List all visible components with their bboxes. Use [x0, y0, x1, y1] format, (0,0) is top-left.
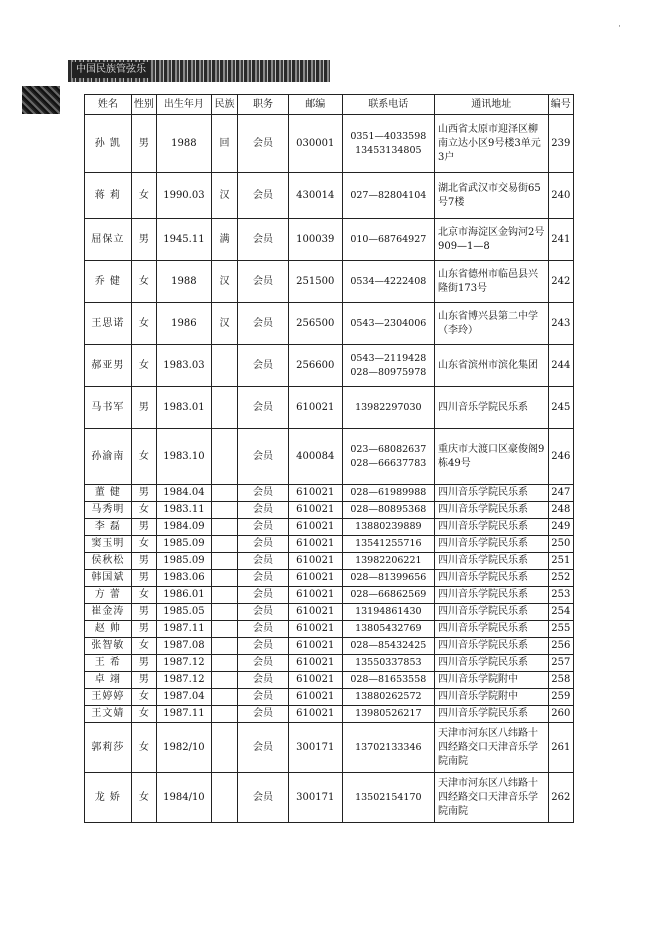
cell-name: 乔 健: [85, 261, 132, 303]
cell-title: 会员: [238, 689, 289, 706]
cell-postcode: 430014: [288, 173, 342, 219]
cell-phone: 028—66862569: [342, 587, 434, 604]
cell-title: 会员: [238, 773, 289, 823]
cell-postcode: 610021: [288, 621, 342, 638]
table-row: [85, 773, 574, 823]
cell-ethnicity: [211, 638, 237, 655]
cell-name: 王婷婷: [85, 689, 132, 706]
cell-title: 会员: [238, 706, 289, 723]
header-number: 编号: [548, 95, 573, 115]
table-row: [85, 587, 574, 604]
cell-birth: 1988: [157, 261, 212, 303]
cell-ethnicity: [211, 553, 237, 570]
cell-postcode: 610021: [288, 638, 342, 655]
cell-address: 四川音乐学院民乐系: [434, 655, 548, 672]
cell-gender: 男: [131, 655, 156, 672]
table-row: [85, 429, 574, 485]
member-directory-table: [84, 94, 574, 823]
cell-phone: 13880239889: [342, 519, 434, 536]
cell-number: 244: [548, 345, 573, 387]
cell-name: 龙 娇: [85, 773, 132, 823]
cell-phone: 13982206221: [342, 553, 434, 570]
cell-gender: 女: [131, 429, 156, 485]
cell-number: 245: [548, 387, 573, 429]
cell-name: 马书军: [85, 387, 132, 429]
cell-number: 252: [548, 570, 573, 587]
cell-name: 赵 帅: [85, 621, 132, 638]
cell-phone: 13541255716: [342, 536, 434, 553]
cell-ethnicity: 汉: [211, 303, 237, 345]
cell-number: 247: [548, 485, 573, 502]
table-row: [85, 519, 574, 536]
cell-birth: 1987.12: [157, 655, 212, 672]
cell-ethnicity: [211, 519, 237, 536]
cell-ethnicity: [211, 655, 237, 672]
cell-postcode: 610021: [288, 570, 342, 587]
cell-birth: 1986: [157, 303, 212, 345]
cell-birth: 1985.09: [157, 536, 212, 553]
cell-postcode: 610021: [288, 604, 342, 621]
cell-title: 会员: [238, 485, 289, 502]
cell-postcode: 610021: [288, 485, 342, 502]
running-header-title: 中国民族管弦乐: [72, 62, 150, 78]
cell-number: 249: [548, 519, 573, 536]
cell-phone: 0543—2304006: [342, 303, 434, 345]
cell-gender: 女: [131, 502, 156, 519]
cell-name: 王文婧: [85, 706, 132, 723]
cell-address: 四川音乐学院民乐系: [434, 638, 548, 655]
cell-birth: 1985.09: [157, 553, 212, 570]
cell-phone: 028—85432425: [342, 638, 434, 655]
cell-postcode: 300171: [288, 773, 342, 823]
cell-gender: 女: [131, 173, 156, 219]
cell-birth: 1988: [157, 115, 212, 173]
table-row: [85, 219, 574, 261]
cell-title: 会员: [238, 536, 289, 553]
cell-gender: 男: [131, 621, 156, 638]
cell-birth: 1987.11: [157, 621, 212, 638]
cell-phone: 13502154170: [342, 773, 434, 823]
cell-title: 会员: [238, 387, 289, 429]
cell-title: 会员: [238, 655, 289, 672]
cell-ethnicity: [211, 485, 237, 502]
cell-gender: 男: [131, 519, 156, 536]
cell-number: 246: [548, 429, 573, 485]
cell-ethnicity: [211, 502, 237, 519]
cell-name: 郝亚男: [85, 345, 132, 387]
cell-ethnicity: 汉: [211, 261, 237, 303]
cell-postcode: 610021: [288, 587, 342, 604]
cell-title: 会员: [238, 173, 289, 219]
cell-address: 四川音乐学院民乐系: [434, 570, 548, 587]
cell-birth: 1990.03: [157, 173, 212, 219]
cell-name: 崔金涛: [85, 604, 132, 621]
table-row: [85, 723, 574, 773]
table-row: [85, 655, 574, 672]
cell-address: 四川音乐学院民乐系: [434, 387, 548, 429]
cell-title: 会员: [238, 115, 289, 173]
table-row: [85, 345, 574, 387]
cell-phone: 028—61989988: [342, 485, 434, 502]
cell-phone: 13982297030: [342, 387, 434, 429]
table-row: [85, 621, 574, 638]
header-address: 通讯地址: [434, 95, 548, 115]
cell-address: 北京市海淀区金钩河2号909—1—8: [434, 219, 548, 261]
cell-postcode: 610021: [288, 689, 342, 706]
table-row: [85, 689, 574, 706]
cell-ethnicity: [211, 672, 237, 689]
cell-address: 四川音乐学院民乐系: [434, 587, 548, 604]
cell-postcode: 610021: [288, 387, 342, 429]
cell-address: 湖北省武汉市交易街65号7楼: [434, 173, 548, 219]
table-row: [85, 672, 574, 689]
cell-birth: 1986.01: [157, 587, 212, 604]
cell-ethnicity: [211, 536, 237, 553]
cell-gender: 男: [131, 570, 156, 587]
cell-gender: 男: [131, 219, 156, 261]
table-row: [85, 115, 574, 173]
cell-phone: 010—68764927: [342, 219, 434, 261]
cell-phone: 13880262572: [342, 689, 434, 706]
cell-postcode: 300171: [288, 723, 342, 773]
cell-name: 李 磊: [85, 519, 132, 536]
cell-gender: 女: [131, 587, 156, 604]
cell-number: 262: [548, 773, 573, 823]
header-gender: 性别: [131, 95, 156, 115]
cell-gender: 女: [131, 536, 156, 553]
cell-gender: 女: [131, 689, 156, 706]
cell-birth: 1987.11: [157, 706, 212, 723]
cell-postcode: 251500: [288, 261, 342, 303]
cell-name: 张智敏: [85, 638, 132, 655]
cell-number: 241: [548, 219, 573, 261]
cell-gender: 男: [131, 115, 156, 173]
cell-phone: 023—68082637 028—66637783: [342, 429, 434, 485]
cell-address: 山西省太原市迎泽区柳南立达小区9号楼3单元3户: [434, 115, 548, 173]
cell-title: 会员: [238, 604, 289, 621]
table-row: [85, 303, 574, 345]
cell-birth: 1987.12: [157, 672, 212, 689]
cell-phone: 028—81653558: [342, 672, 434, 689]
cell-number: 240: [548, 173, 573, 219]
cell-number: 243: [548, 303, 573, 345]
cell-gender: 男: [131, 672, 156, 689]
cell-title: 会员: [238, 638, 289, 655]
cell-title: 会员: [238, 219, 289, 261]
cell-name: 方 蕾: [85, 587, 132, 604]
cell-name: 董 健: [85, 485, 132, 502]
cell-address: 四川音乐学院民乐系: [434, 519, 548, 536]
cell-title: 会员: [238, 672, 289, 689]
cell-phone: 027—82804104: [342, 173, 434, 219]
cell-gender: 男: [131, 604, 156, 621]
cell-birth: 1945.11: [157, 219, 212, 261]
cell-phone: 028—80895368: [342, 502, 434, 519]
header-name: 姓名: [85, 95, 132, 115]
cell-postcode: 610021: [288, 519, 342, 536]
cell-birth: 1984/10: [157, 773, 212, 823]
table-row: [85, 387, 574, 429]
cell-address: 天津市河东区八纬路十四经路交口天津音乐学院南院: [434, 773, 548, 823]
cell-address: 四川音乐学院民乐系: [434, 502, 548, 519]
cell-number: 242: [548, 261, 573, 303]
cell-ethnicity: [211, 604, 237, 621]
cell-postcode: 610021: [288, 536, 342, 553]
table-row: [85, 706, 574, 723]
cell-name: 屈保立: [85, 219, 132, 261]
cell-phone: 13550337853: [342, 655, 434, 672]
cell-ethnicity: [211, 706, 237, 723]
cell-number: 255: [548, 621, 573, 638]
cell-phone: 13805432769: [342, 621, 434, 638]
table-row: [85, 485, 574, 502]
cell-birth: 1984.04: [157, 485, 212, 502]
cell-gender: 男: [131, 485, 156, 502]
cell-name: 窦玉明: [85, 536, 132, 553]
table-row: [85, 502, 574, 519]
cell-address: 山东省滨州市滨化集团: [434, 345, 548, 387]
running-header-bar: [68, 60, 330, 82]
cell-title: 会员: [238, 345, 289, 387]
cell-address: 四川音乐学院民乐系: [434, 706, 548, 723]
cell-birth: 1983.11: [157, 502, 212, 519]
cell-birth: 1982/10: [157, 723, 212, 773]
cell-name: 孙 凯: [85, 115, 132, 173]
cell-number: 254: [548, 604, 573, 621]
cell-title: 会员: [238, 587, 289, 604]
cell-gender: 男: [131, 387, 156, 429]
cell-address: 天津市河东区八纬路十四经路交口天津音乐学院南院: [434, 723, 548, 773]
cell-address: 四川音乐学院民乐系: [434, 604, 548, 621]
table-row: [85, 604, 574, 621]
table-row: [85, 638, 574, 655]
section-corner-mark: [22, 86, 60, 114]
cell-address: 重庆市大渡口区豪俊阁9栋49号: [434, 429, 548, 485]
cell-address: 山东省博兴县第二中学（李玲）: [434, 303, 548, 345]
cell-birth: 1983.01: [157, 387, 212, 429]
cell-postcode: 610021: [288, 553, 342, 570]
header-phone: 联系电话: [342, 95, 434, 115]
cell-title: 会员: [238, 303, 289, 345]
cell-postcode: 030001: [288, 115, 342, 173]
cell-ethnicity: [211, 621, 237, 638]
cell-number: 257: [548, 655, 573, 672]
cell-ethnicity: [211, 345, 237, 387]
table-row: [85, 536, 574, 553]
cell-title: 会员: [238, 519, 289, 536]
cell-number: 248: [548, 502, 573, 519]
table-row: [85, 261, 574, 303]
cell-number: 250: [548, 536, 573, 553]
cell-name: 韩国斌: [85, 570, 132, 587]
cell-phone: 0534—4222408: [342, 261, 434, 303]
cell-gender: 女: [131, 773, 156, 823]
cell-phone: 13194861430: [342, 604, 434, 621]
cell-gender: 女: [131, 723, 156, 773]
cell-number: 261: [548, 723, 573, 773]
cell-name: 王 希: [85, 655, 132, 672]
cell-ethnicity: 汉: [211, 173, 237, 219]
cell-postcode: 400084: [288, 429, 342, 485]
header-birth: 出生年月: [157, 95, 212, 115]
cell-gender: 女: [131, 261, 156, 303]
cell-ethnicity: [211, 429, 237, 485]
cell-number: 259: [548, 689, 573, 706]
cell-title: 会员: [238, 502, 289, 519]
cell-name: 蒋 莉: [85, 173, 132, 219]
header-title: 职务: [238, 95, 289, 115]
cell-birth: 1985.05: [157, 604, 212, 621]
cell-gender: 女: [131, 706, 156, 723]
cell-number: 258: [548, 672, 573, 689]
cell-number: 239: [548, 115, 573, 173]
cell-name: 郭莉莎: [85, 723, 132, 773]
cell-birth: 1983.03: [157, 345, 212, 387]
cell-address: 四川音乐学院附中: [434, 689, 548, 706]
cell-ethnicity: [211, 570, 237, 587]
cell-birth: 1983.10: [157, 429, 212, 485]
cell-birth: 1984.09: [157, 519, 212, 536]
cell-name: 侯秋松: [85, 553, 132, 570]
cell-postcode: 610021: [288, 502, 342, 519]
cell-address: 四川音乐学院民乐系: [434, 485, 548, 502]
cell-name: 王思诺: [85, 303, 132, 345]
cell-ethnicity: [211, 773, 237, 823]
cell-ethnicity: [211, 587, 237, 604]
cell-postcode: 256500: [288, 303, 342, 345]
cell-phone: 0543—2119428 028—80975978: [342, 345, 434, 387]
cell-ethnicity: 回: [211, 115, 237, 173]
cell-ethnicity: [211, 689, 237, 706]
cell-birth: 1987.04: [157, 689, 212, 706]
header-ethnicity: 民族: [211, 95, 237, 115]
table-header-row: [85, 95, 574, 115]
cell-postcode: 610021: [288, 672, 342, 689]
cell-title: 会员: [238, 723, 289, 773]
cell-postcode: 100039: [288, 219, 342, 261]
cell-ethnicity: [211, 387, 237, 429]
cell-postcode: 256600: [288, 345, 342, 387]
cell-name: 卓 翊: [85, 672, 132, 689]
cell-address: 山东省德州市临邑县兴隆街173号: [434, 261, 548, 303]
cell-title: 会员: [238, 553, 289, 570]
cell-ethnicity: [211, 723, 237, 773]
header-postcode: 邮编: [288, 95, 342, 115]
cell-name: 孙渝南: [85, 429, 132, 485]
cell-phone: 028—81399656: [342, 570, 434, 587]
cell-number: 253: [548, 587, 573, 604]
table-row: [85, 553, 574, 570]
cell-number: 251: [548, 553, 573, 570]
cell-phone: 0351—4033598 13453134805: [342, 115, 434, 173]
cell-title: 会员: [238, 621, 289, 638]
cell-title: 会员: [238, 570, 289, 587]
cell-number: 256: [548, 638, 573, 655]
cell-number: 260: [548, 706, 573, 723]
cell-ethnicity: 满: [211, 219, 237, 261]
cell-name: 马秀明: [85, 502, 132, 519]
cell-gender: 男: [131, 553, 156, 570]
table-row: [85, 570, 574, 587]
cell-phone: 13702133346: [342, 723, 434, 773]
cell-address: 四川音乐学院民乐系: [434, 553, 548, 570]
cell-address: 四川音乐学院民乐系: [434, 536, 548, 553]
cell-address: 四川音乐学院民乐系: [434, 621, 548, 638]
cell-phone: 13980526217: [342, 706, 434, 723]
cell-postcode: 610021: [288, 655, 342, 672]
cell-gender: 女: [131, 345, 156, 387]
cell-title: 会员: [238, 429, 289, 485]
table-row: [85, 173, 574, 219]
page-corner-mark: ·: [618, 22, 621, 32]
cell-postcode: 610021: [288, 706, 342, 723]
cell-title: 会员: [238, 261, 289, 303]
cell-birth: 1987.08: [157, 638, 212, 655]
cell-address: 四川音乐学院附中: [434, 672, 548, 689]
cell-gender: 女: [131, 303, 156, 345]
cell-birth: 1983.06: [157, 570, 212, 587]
cell-gender: 女: [131, 638, 156, 655]
